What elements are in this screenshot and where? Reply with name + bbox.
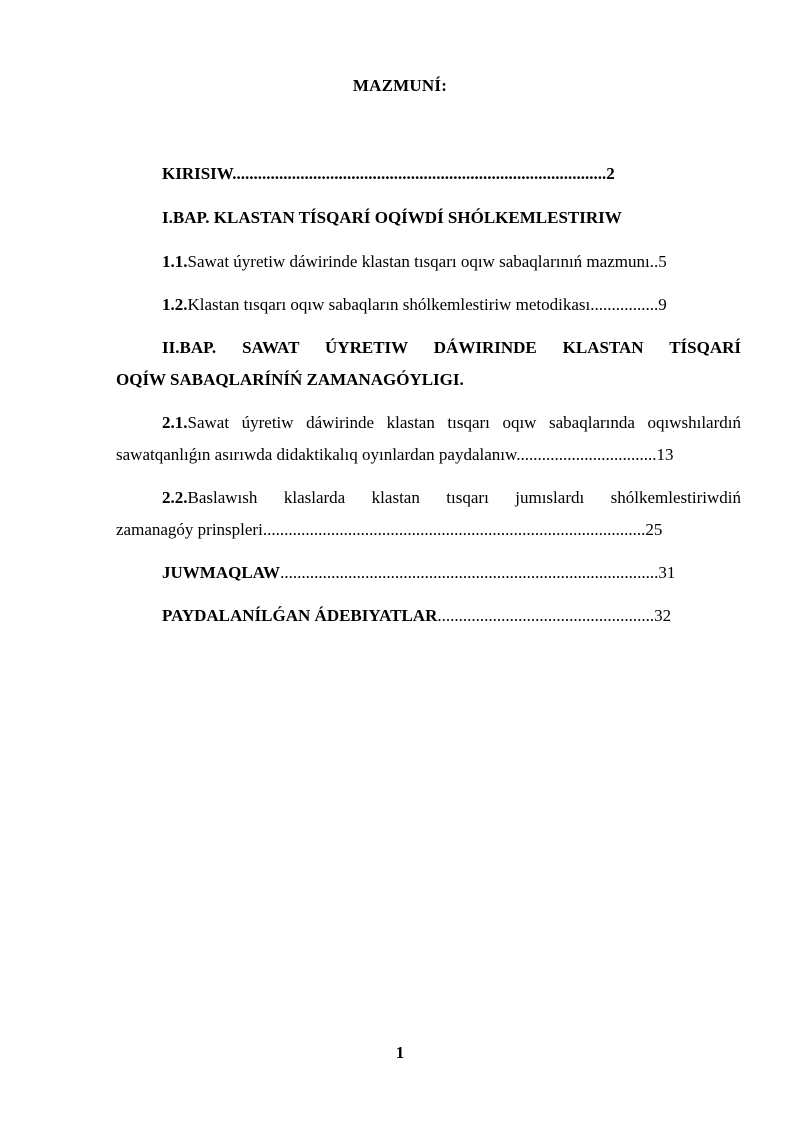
toc-leader-dots: .........................................................................................	[280, 563, 659, 582]
toc-entry-2-2-line1	[162, 487, 741, 509]
toc-page-number: 13	[656, 445, 674, 464]
toc-entry-1-2	[162, 294, 667, 316]
toc-entry-text: Sawat úyretiw dáwirinde klastan tısqarı oqıw sabaqlarınıń mazmunı	[187, 252, 650, 271]
toc-page-number: 9	[658, 295, 667, 314]
page-number: 1	[395, 1043, 405, 1062]
toc-entry-juwmaqlaw	[162, 562, 675, 584]
toc-section-number: 1.2.	[162, 295, 188, 314]
toc-page-number: 25	[645, 520, 663, 539]
toc-section-number: 1.1.	[162, 252, 188, 271]
toc-chapter-2-line1: II.BAP. SAWAT ÚYRETIW DÁWIRINDE KLASTAN TÍSQARÍ	[162, 338, 741, 357]
toc-page-number: 2	[606, 164, 615, 183]
toc-entry-2-1-line2	[116, 444, 673, 466]
toc-leader-dots: ..........................................................................................	[262, 520, 646, 539]
toc-entry-2-1-line1	[162, 412, 741, 434]
toc-entry-kirisiw	[162, 163, 615, 185]
toc-entry-text: Klastan tısqarı oqıw sabaqların shólkemlestiriw metodikası	[187, 295, 591, 314]
page-title: MAZMUNÍ:	[352, 76, 448, 95]
toc-entry-text: Baslawısh klaslarda klastan tısqarı jumıslardı shólkemlestiriwdiń	[187, 488, 741, 507]
toc-chapter-1: I.BAP. KLASTAN TÍSQARÍ OQÍWDÍ SHÓLKEMLESTIRIW	[162, 208, 622, 227]
toc-entry-2-2-line2	[116, 519, 662, 541]
toc-entry-paydalanilgan	[162, 605, 671, 627]
toc-entry-1-1	[162, 251, 667, 273]
toc-section-number: 2.2.	[162, 488, 188, 507]
toc-entry-title: JUWMAQLAW	[162, 563, 281, 582]
toc-leader-dots: .................................	[516, 445, 657, 464]
toc-page-number: 32	[654, 606, 672, 625]
toc-entry-title: KIRISIW	[162, 164, 233, 183]
toc-leader-dots: ........................................................................................	[232, 164, 607, 183]
toc-leader-dots: ................	[590, 295, 659, 314]
toc-page-number: 5	[658, 252, 667, 271]
toc-leader-dots: ..	[649, 252, 659, 271]
toc-entry-text: Sawat úyretiw dáwirinde klastan tısqarı oqıw sabaqlarında oqıwshılardıń	[187, 413, 741, 432]
toc-section-number: 2.1.	[162, 413, 188, 432]
toc-page-number: 31	[658, 563, 676, 582]
toc-leader-dots: ...................................................	[437, 606, 655, 625]
toc-entry-title: PAYDALANÍLǴAN ÁDEBIYATLAR	[162, 606, 438, 625]
toc-entry-text: zamanagóy prinspleri	[116, 520, 263, 539]
toc-chapter-2-line2: OQÍW SABAQLARÍNÍŃ ZAMANAGÓYLIGI.	[116, 370, 464, 389]
toc-entry-text: sawatqanlıǵın asırıwda didaktikalıq oyınlardan paydalanıw	[116, 445, 517, 464]
